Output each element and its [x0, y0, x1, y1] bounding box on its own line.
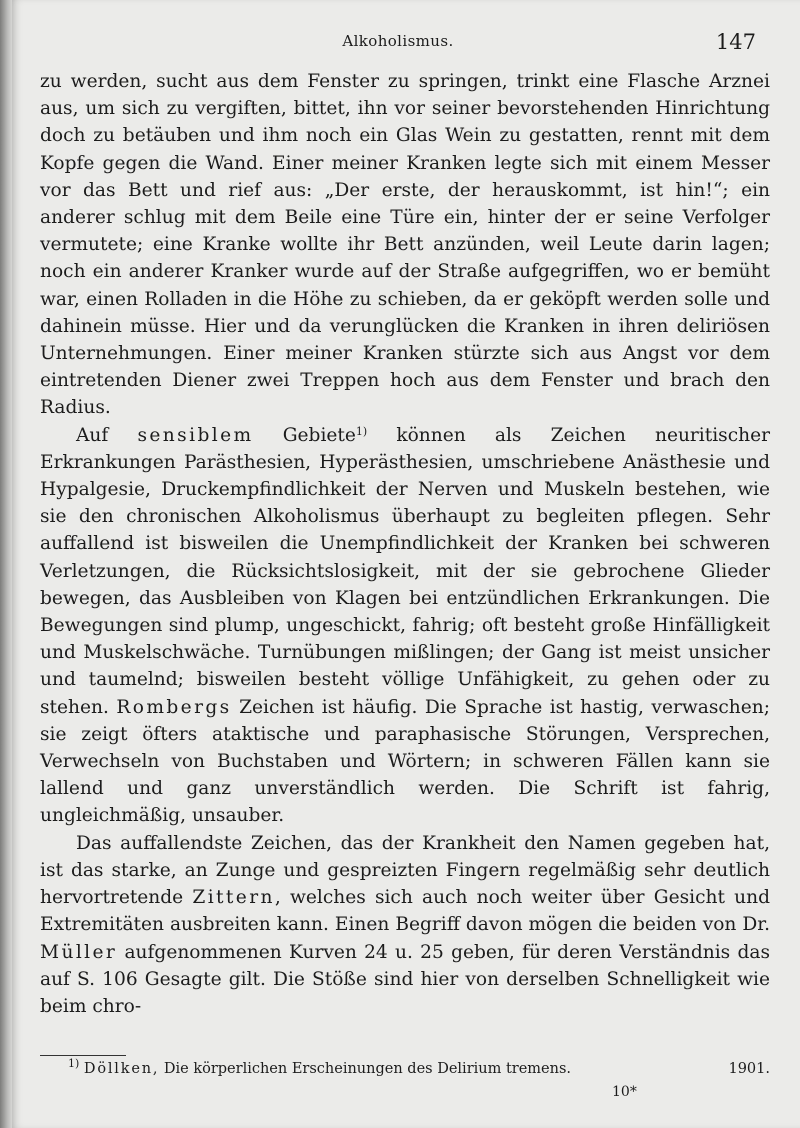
footnote-title: Die körperlichen Erscheinungen des Delirium tremens.: [163, 1061, 572, 1077]
text-run: Das auffallendste Zeichen, das der Krankheit den Namen gegeben hat, ist das starke, an Zunge und gespreizten Fingern regelmäßig sehr deutlich hervortretende: [40, 832, 770, 909]
text-run: Gebiete: [253, 424, 356, 446]
spaced-emphasis: sensiblem: [137, 424, 254, 446]
text-run: aufgenommenen Kurven 24 u. 25 geben, für deren Verständnis das auf S. 106 Gesagte gilt. Die Stöße sind hier von derselben Schnelligkeit wie beim chro-: [40, 941, 770, 1017]
text-run: , welches sich auch noch weiter über Gesicht und Extremitäten ausbreiten kann. Einen Begriff davon mögen die beiden von Dr.: [40, 887, 770, 936]
sheet-signature: 10*: [612, 1084, 637, 1100]
footnote-rule: [40, 1055, 126, 1056]
paragraph-p1: [40, 68, 770, 422]
text-run: Zeichen ist häufig. Die Sprache ist hastig, verwaschen; sie zeigt öfters ataktische und paraphasische Störungen, Versprechen, Verwechseln von Buchstaben und Wörtern; in schweren Fällen kann sie lallend und ganz unverständlich werden. Die Schrift ist fahrig, ungleichmäßig, unsauber.: [40, 696, 771, 827]
paragraph-p3: [40, 830, 770, 1020]
running-title: Alkoholismus.: [342, 32, 454, 50]
footnote-marker: 1): [68, 1057, 80, 1070]
paragraph-p2: [40, 422, 770, 830]
text-run: zu werden, sucht aus dem Fenster zu springen, trinkt eine Flasche Arznei aus, um sich zu vergiften, bittet, ihn vor seiner bevorstehenden Hinrichtung doch zu betäuben und ihm noch ein Glas Wein zu gestatten, rennt mit dem Kopfe gegen die Wand. Einer meiner Kranken legte sich mit einem Messer vor das Bett und rief aus: „Der erste, der herauskommt, ist hin!“; ein anderer schlug mit dem Beile eine Türe ein, hinter der er seine Verfolger vermutete; eine Kranke wollte ihr Bett anzünden, weil Leute darin lagen; noch ein anderer Kranker wurde auf der Straße aufgegriffen, wo er bemüht war, einen Rolladen in die Höhe zu schieben, da er geköpft werden solle und dahinein müsse. Hier und da verunglücken die Kranken in ihren deliriösen Unternehmungen. Einer meiner Kranken stürzte sich aus Angst vor dem eintretenden Diener zwei Treppen hoch aus dem Fenster und brach den Radius.: [40, 71, 770, 419]
spaced-emphasis: Müller: [40, 941, 118, 963]
text-run: können als Zeichen neuritischer Erkrankungen Parästhesien, Hyperästhesien, umschriebene Anästhesie und Hypalgesie, Druckempfindlichkeit der Nerven und Muskeln bestehen, wie sie den chronischen Alkoholismus überhaupt zu begleiten pflegen. Sehr auffallend ist bisweilen die Unempfindlichkeit der Kranken bei schweren Verletzungen, die Rücksichtslosigkeit, mit der sie gebrochene Glieder bewegen, das Ausbleiben von Klagen bei entzündlichen Erkrankungen. Die Bewegungen sind plump, ungeschickt, fahrig; oft besteht große Hinfälligkeit und Muskelschwäche. Turnübungen mißlingen; der Gang ist meist unsicher und taumelnd; bisweilen besteht völlige Unfähigkeit, zu gehen oder zu stehen.: [40, 424, 770, 718]
footnote-author: Döllken,: [83, 1061, 160, 1077]
body-text: [40, 68, 770, 1020]
text-run: Auf: [76, 424, 138, 446]
page-header: [40, 30, 756, 56]
page-number: 147: [715, 30, 756, 54]
footnote: [40, 1058, 770, 1080]
footnote-reference: 1): [355, 424, 368, 438]
book-page: [12, 0, 800, 1128]
spaced-emphasis: Rombergs: [116, 696, 232, 718]
spaced-emphasis: Zittern: [192, 887, 275, 909]
footnote-year: 1901.: [728, 1061, 770, 1077]
book-gutter-shadow: [0, 0, 12, 1128]
